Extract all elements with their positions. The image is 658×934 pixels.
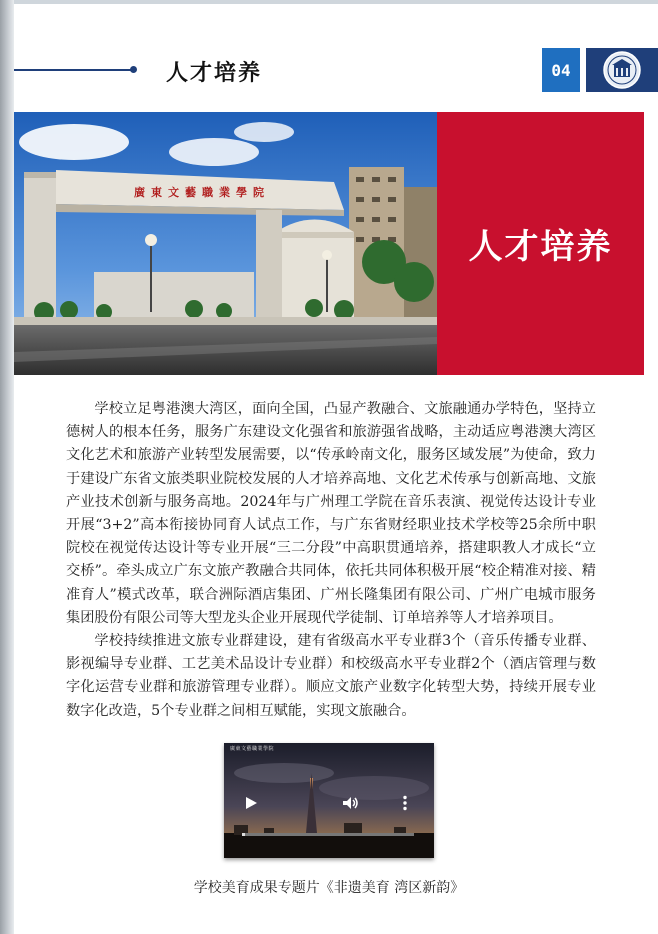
school-seal-icon <box>602 50 642 90</box>
hero-title-panel <box>437 112 644 375</box>
book-spine <box>0 0 14 934</box>
volume-button[interactable] <box>342 795 360 814</box>
video-progress-fill <box>242 833 245 836</box>
video-caption: 学校美育成果专题片《非遗美育 湾区新韵》 <box>193 880 465 896</box>
video-player[interactable] <box>224 743 434 858</box>
body-text <box>66 398 596 723</box>
school-logo <box>586 48 658 92</box>
page-number: 04 <box>542 48 580 92</box>
hero-title: 人才培养 <box>468 227 613 267</box>
paragraph-1: 学校立足粤港澳大湾区，面向全国，凸显产教融合、文旅融通办学特色，坚持立德树人的根本任务，服务广东建设文化强省和旅游强省战略，主动适应粤港澳大湾区文化艺术和旅游产业转型发展需要，以“传承岭南文化，服务区域发展”为使命，致力于建设广东省文旅类职业院校发展的人才培养高地、文化艺术传承与创新高地、文旅产业技术创新与服务高地。2024年与广州理工学院在音乐表演、视觉传达设计专业开展“3+2”高本衔接协同育人试点工作，与广东省财经职业技术学校等25余所中职院校在视觉传达设计等专业开展“三二分段”中高职贯通培养，搭建职教人才成长“立交桥”。牵头成立广东文旅产教融合共同体，依托共同体积极开展“校企精准对接、精准育人”模式改革，联合洲际酒店集团、广州长隆集团有限公司、广州广电城市服务集团股份有限公司等大型龙头企业开展现代学徒制、订单培养等人才培养项目。 <box>66 401 596 626</box>
gate-sign-text: 廣東文藝職業學院 <box>134 186 270 199</box>
paragraph-2: 学校持续推进文旅专业群建设，建有省级高水平专业群3个（音乐传播专业群、影视编导专业群、工艺美术品设计专业群）和校级高水平专业群2个（酒店管理与数字化运营专业群和旅游管理专业群）。顺应文旅产业数字化转型大势，持续开展专业数字化改造，5个专业群之间相互赋能，实现文旅融合。 <box>66 633 596 719</box>
page-top-edge <box>0 0 658 4</box>
play-icon <box>244 796 258 810</box>
hero-banner <box>14 112 644 375</box>
header-rule-dot <box>130 66 137 73</box>
section-title: 人才培养 <box>166 60 263 86</box>
video-progress-bar[interactable] <box>242 833 414 836</box>
campus-gate-photo <box>14 112 437 375</box>
more-options-button[interactable] <box>402 795 408 815</box>
more-vertical-icon <box>402 795 408 811</box>
volume-icon <box>342 796 360 810</box>
header-rule <box>14 69 132 71</box>
video-overlay-label: 廣東文藝職業學院 <box>230 746 275 752</box>
play-button[interactable] <box>244 795 258 814</box>
campus-gate-illustration <box>14 112 437 375</box>
